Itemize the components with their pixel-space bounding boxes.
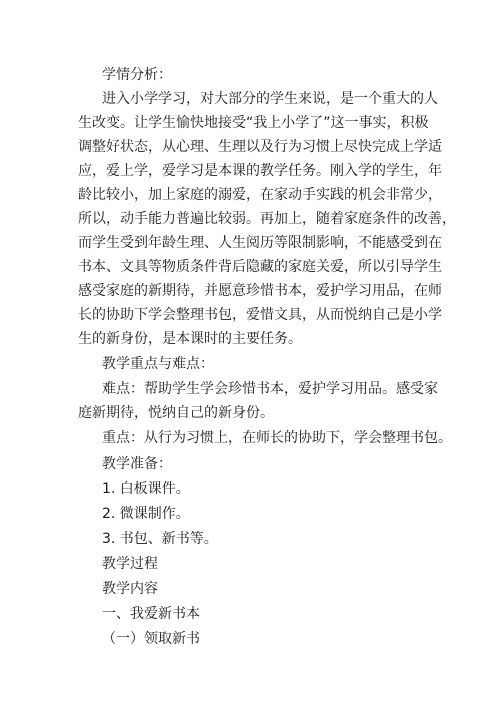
heading-preparation: 教学准备：	[102, 456, 172, 472]
paragraph-line: 进入小学学习，对大部分的学生来说，是一个重大的人	[102, 91, 438, 107]
heading-content: 教学内容	[102, 581, 158, 597]
heading-key-points: 教学重点与难点：	[102, 356, 214, 372]
preparation-item: 3. 书包、新书等。	[102, 531, 218, 547]
paragraph-line: 书本、文具等物质条件背后隐藏的家庭关爱，所以引导学生	[78, 259, 442, 275]
focus-line: 重点：从行为习惯上，在师长的协助下，学会整理书包。	[102, 430, 452, 446]
paragraph-line: 感受家庭的新期待，并愿意珍惜书本，爱护学习用品，在师	[78, 283, 442, 299]
paragraph-line: 龄比较小，加上家庭的溺爱，在家动手实践的机会非常少，	[78, 187, 442, 203]
paragraph-line: 而学生受到年龄生理、人生阅历等限制影响，不能感受到在	[78, 235, 442, 251]
paragraph-line: 所以，动手能力普遍比较弱。再加上，随着家庭条件的改善，	[78, 211, 456, 227]
difficulty-line: 难点：帮助学生学会珍惜书本，爱护学习用品。感受家	[102, 381, 438, 397]
paragraph-line: 生改变。让学生愉快地接受“我上小学了”这一事实，积极	[78, 115, 429, 131]
subsection-one: （一）领取新书	[102, 631, 200, 647]
paragraph-line: 长的协助下学会整理书包，爱惜文具，从而悦纳自己是小学	[78, 307, 442, 323]
preparation-item: 2. 微课制作。	[102, 506, 190, 522]
heading-learning-analysis: 学情分析：	[102, 67, 172, 83]
section-part-one: 一、我爱新书本	[102, 606, 200, 622]
paragraph-line: 应，爱上学，爱学习是本课的教学任务。刚入学的学生，年	[78, 163, 442, 179]
paragraph-line: 生的新身份，是本课时的主要任务。	[78, 331, 302, 347]
paragraph-line: 调整好状态，从心理、生理以及行为习惯上尽快完成上学适	[78, 139, 442, 155]
difficulty-line: 庭新期待，悦纳自己的新身份。	[78, 405, 274, 421]
preparation-item: 1. 白板课件。	[102, 481, 190, 497]
heading-process: 教学过程	[102, 556, 158, 572]
